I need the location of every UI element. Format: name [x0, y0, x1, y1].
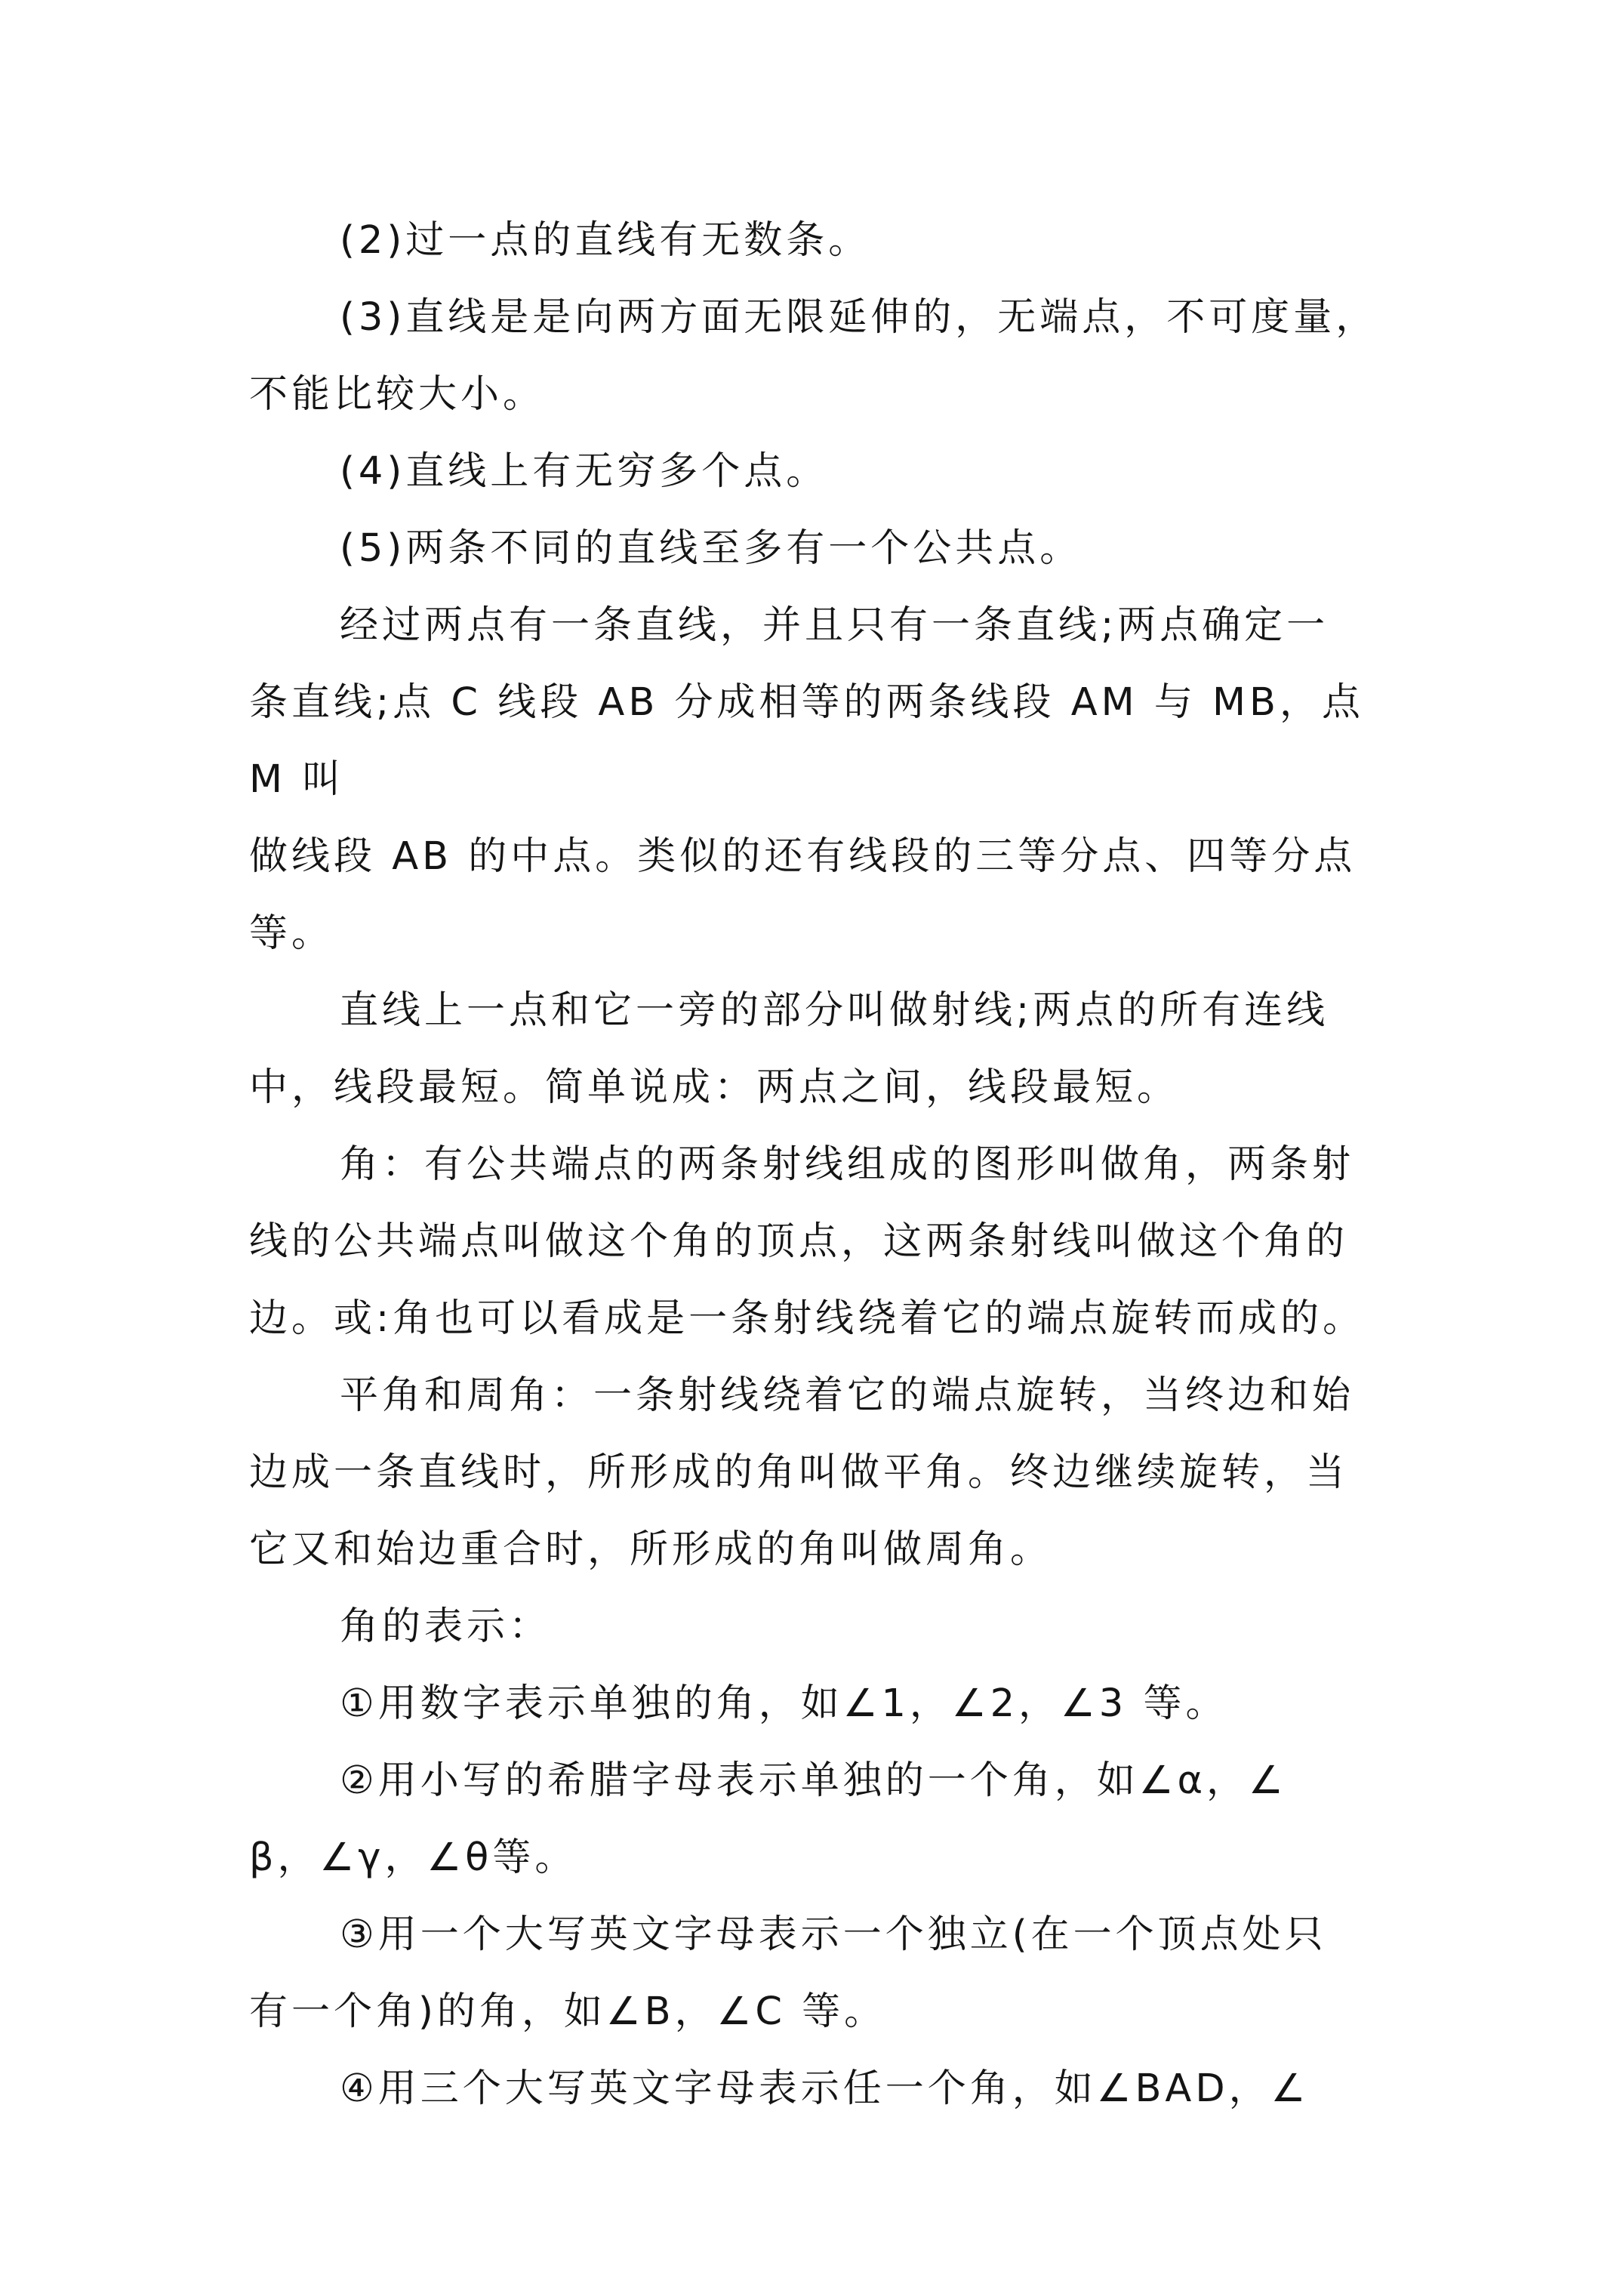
paragraph: ①用数字表示单独的角，如∠1，∠2，∠3 等。	[340, 1681, 1228, 1726]
paragraph: 角的表示：	[340, 1604, 552, 1649]
paragraph: 经过两点有一条直线，并且只有一条直线;两点确定一 条直线;点 C 线段 AB 分成相等的两条线段 AM 与 MB，点 M 叫 做线段 AB 的中点。类似的还有线段的三等分点、四等分点 等。	[249, 603, 1365, 956]
paragraph: (3)直线是是向两方面无限延伸的，无端点，不可度量， 不能比较大小。	[249, 295, 1378, 417]
paragraph: (4)直线上有无穷多个点。	[340, 449, 829, 494]
document-body	[249, 202, 1381, 2128]
paragraph: ④用三个大写英文字母表示任一个角，如∠BAD，∠	[340, 2066, 1310, 2111]
paragraph: (2)过一点的直线有无数条。	[340, 218, 871, 263]
paragraph: ②用小写的希腊字母表示单独的一个角，如∠α，∠ β，∠γ，∠θ等。	[249, 1758, 1287, 1880]
paragraph: 直线上一点和它一旁的部分叫做射线;两点的所有连线 中，线段最短。简单说成：两点之间，线段最短。	[249, 988, 1329, 1110]
paragraph: 角：有公共端点的两条射线组成的图形叫做角，两条射 线的公共端点叫做这个角的顶点，这两条射线叫做这个角的 边。或:角也可以看成是一条射线绕着它的端点旋转而成的。	[249, 1142, 1366, 1341]
paragraph: ③用一个大写英文字母表示一个独立(在一个顶点处只 有一个角)的角，如∠B，∠C 等。	[249, 1912, 1327, 2034]
paragraph: 平角和周角：一条射线绕着它的端点旋转，当终边和始 边成一条直线时，所形成的角叫做平角。终边继续旋转，当 它又和始边重合时，所形成的角叫做周角。	[249, 1373, 1355, 1572]
paragraph: (5)两条不同的直线至多有一个公共点。	[340, 526, 1083, 571]
